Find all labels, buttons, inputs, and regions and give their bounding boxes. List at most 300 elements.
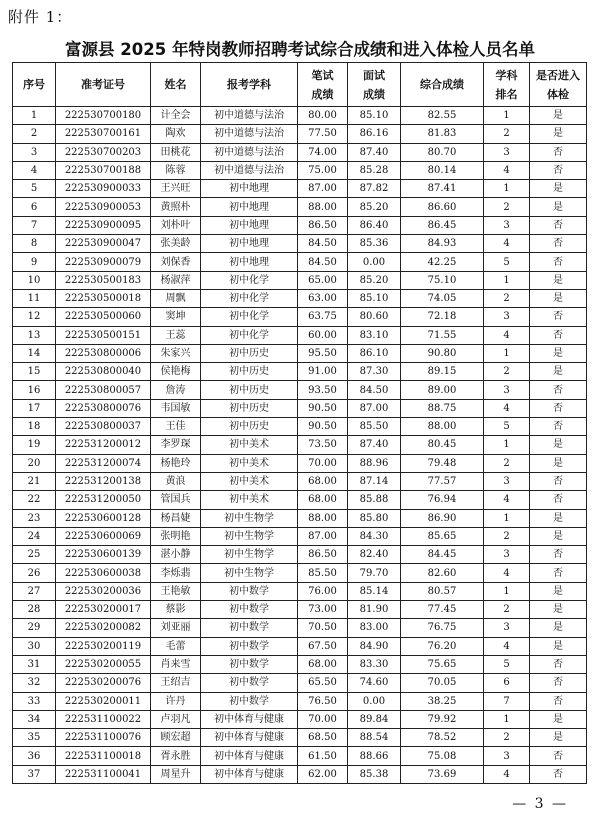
cell-subject: 初中历史 [201, 363, 298, 381]
cell-rank: 3 [484, 143, 530, 161]
cell-interview: 86.40 [348, 216, 401, 234]
cell-physical: 否 [530, 765, 587, 783]
cell-exam-no: 222530900033 [56, 180, 151, 198]
cell-interview: 83.00 [348, 619, 401, 637]
cell-interview: 89.84 [348, 710, 401, 728]
cell-exam-no: 222530800006 [56, 344, 151, 362]
cell-total: 74.05 [401, 289, 484, 307]
cell-total: 71.55 [401, 326, 484, 344]
cell-interview: 87.30 [348, 363, 401, 381]
cell-name: 杨昌婕 [151, 509, 201, 527]
cell-written: 84.50 [298, 235, 348, 253]
cell-rank: 1 [484, 436, 530, 454]
cell-seq: 30 [13, 637, 56, 655]
cell-exam-no: 222530200119 [56, 637, 151, 655]
cell-seq: 5 [13, 180, 56, 198]
cell-subject: 初中化学 [201, 289, 298, 307]
cell-exam-no: 222530500018 [56, 289, 151, 307]
table-row [13, 399, 587, 417]
header-name: 姓名 [151, 63, 201, 107]
cell-seq: 33 [13, 692, 56, 710]
cell-name: 黄照朴 [151, 198, 201, 216]
table-row [13, 509, 587, 527]
cell-physical: 否 [530, 161, 587, 179]
cell-written: 61.50 [298, 747, 348, 765]
cell-name: 刘亚丽 [151, 619, 201, 637]
cell-written: 87.00 [298, 527, 348, 545]
cell-exam-no: 222530800037 [56, 418, 151, 436]
cell-name: 张美龄 [151, 235, 201, 253]
table-row [13, 692, 587, 710]
cell-written: 68.00 [298, 491, 348, 509]
cell-subject: 初中化学 [201, 308, 298, 326]
cell-subject: 初中历史 [201, 418, 298, 436]
cell-subject: 初中历史 [201, 344, 298, 362]
cell-seq: 13 [13, 326, 56, 344]
cell-written: 76.50 [298, 692, 348, 710]
cell-interview: 85.14 [348, 582, 401, 600]
cell-seq: 14 [13, 344, 56, 362]
cell-exam-no: 222530900047 [56, 235, 151, 253]
cell-exam-no: 222530500060 [56, 308, 151, 326]
cell-physical: 是 [530, 601, 587, 619]
cell-rank: 5 [484, 253, 530, 271]
cell-subject: 初中地理 [201, 235, 298, 253]
cell-subject: 初中体育与健康 [201, 765, 298, 783]
cell-seq: 36 [13, 747, 56, 765]
cell-rank: 4 [484, 161, 530, 179]
cell-seq: 25 [13, 546, 56, 564]
cell-interview: 88.96 [348, 454, 401, 472]
cell-written: 90.50 [298, 399, 348, 417]
cell-written: 90.50 [298, 418, 348, 436]
cell-interview: 85.10 [348, 289, 401, 307]
cell-total: 86.90 [401, 509, 484, 527]
cell-interview: 81.90 [348, 601, 401, 619]
cell-seq: 31 [13, 655, 56, 673]
cell-rank: 5 [484, 655, 530, 673]
cell-total: 79.48 [401, 454, 484, 472]
cell-total: 84.93 [401, 235, 484, 253]
cell-exam-no: 222530600038 [56, 564, 151, 582]
cell-interview: 87.40 [348, 436, 401, 454]
cell-rank: 1 [484, 180, 530, 198]
cell-interview: 74.60 [348, 674, 401, 692]
cell-physical: 否 [530, 216, 587, 234]
cell-exam-no: 222531100022 [56, 710, 151, 728]
cell-subject: 初中道德与法治 [201, 125, 298, 143]
cell-rank: 4 [484, 326, 530, 344]
cell-subject: 初中数学 [201, 674, 298, 692]
header-interview [348, 63, 401, 107]
cell-interview: 85.50 [348, 418, 401, 436]
table-row [13, 546, 587, 564]
cell-rank: 1 [484, 582, 530, 600]
cell-written: 85.50 [298, 564, 348, 582]
cell-physical: 否 [530, 674, 587, 692]
cell-total: 80.14 [401, 161, 484, 179]
table-row [13, 418, 587, 436]
header-written-line2: 成绩 [311, 87, 334, 101]
cell-written: 80.00 [298, 107, 348, 125]
cell-physical: 是 [530, 436, 587, 454]
cell-physical: 是 [530, 509, 587, 527]
page-number: — 3 — [512, 796, 568, 812]
table-row [13, 729, 587, 747]
table-row [13, 582, 587, 600]
cell-seq: 15 [13, 363, 56, 381]
table-row [13, 125, 587, 143]
cell-seq: 32 [13, 674, 56, 692]
cell-name: 李罗琛 [151, 436, 201, 454]
cell-subject: 初中数学 [201, 655, 298, 673]
cell-subject: 初中化学 [201, 326, 298, 344]
cell-subject: 初中地理 [201, 180, 298, 198]
cell-total: 86.60 [401, 198, 484, 216]
cell-name: 王绍吉 [151, 674, 201, 692]
cell-physical: 是 [530, 363, 587, 381]
cell-name: 顾宏超 [151, 729, 201, 747]
cell-exam-no: 222530900079 [56, 253, 151, 271]
cell-physical: 否 [530, 472, 587, 490]
table-row [13, 161, 587, 179]
cell-written: 93.50 [298, 381, 348, 399]
cell-exam-no: 222531100018 [56, 747, 151, 765]
cell-interview: 0.00 [348, 692, 401, 710]
cell-total: 76.94 [401, 491, 484, 509]
table-row [13, 765, 587, 783]
cell-written: 67.50 [298, 637, 348, 655]
cell-name: 刘朴叶 [151, 216, 201, 234]
table-row [13, 710, 587, 728]
cell-total: 72.18 [401, 308, 484, 326]
cell-rank: 6 [484, 674, 530, 692]
cell-subject: 初中数学 [201, 601, 298, 619]
cell-physical: 是 [530, 107, 587, 125]
cell-seq: 37 [13, 765, 56, 783]
cell-exam-no: 222531200050 [56, 491, 151, 509]
cell-total: 86.45 [401, 216, 484, 234]
cell-rank: 4 [484, 491, 530, 509]
cell-name: 侯艳梅 [151, 363, 201, 381]
header-subject: 报考学科 [201, 63, 298, 107]
cell-physical: 是 [530, 454, 587, 472]
cell-total: 70.05 [401, 674, 484, 692]
cell-rank: 2 [484, 289, 530, 307]
cell-name: 陈蓉 [151, 161, 201, 179]
cell-seq: 26 [13, 564, 56, 582]
table-row [13, 363, 587, 381]
cell-subject: 初中美术 [201, 491, 298, 509]
cell-physical: 是 [530, 527, 587, 545]
table-row [13, 619, 587, 637]
cell-physical: 否 [530, 692, 587, 710]
header-rank [484, 63, 530, 107]
cell-interview: 84.90 [348, 637, 401, 655]
cell-physical: 否 [530, 143, 587, 161]
header-written [298, 63, 348, 107]
cell-rank: 1 [484, 509, 530, 527]
cell-interview: 85.20 [348, 271, 401, 289]
table-row [13, 143, 587, 161]
cell-exam-no: 222530600139 [56, 546, 151, 564]
header-written-line1: 笔试 [311, 68, 334, 82]
cell-total: 90.80 [401, 344, 484, 362]
cell-interview: 86.10 [348, 344, 401, 362]
cell-subject: 初中道德与法治 [201, 161, 298, 179]
header-physical [530, 63, 587, 107]
cell-name: 黄浪 [151, 472, 201, 490]
cell-rank: 3 [484, 619, 530, 637]
cell-written: 91.00 [298, 363, 348, 381]
table-row [13, 564, 587, 582]
table-row [13, 655, 587, 673]
cell-total: 80.57 [401, 582, 484, 600]
cell-subject: 初中道德与法治 [201, 143, 298, 161]
cell-total: 77.45 [401, 601, 484, 619]
cell-total: 38.25 [401, 692, 484, 710]
cell-total: 82.60 [401, 564, 484, 582]
cell-subject: 初中地理 [201, 253, 298, 271]
header-physical-line2: 体检 [547, 87, 569, 101]
cell-subject: 初中生物学 [201, 527, 298, 545]
cell-total: 75.10 [401, 271, 484, 289]
cell-subject: 初中数学 [201, 692, 298, 710]
cell-written: 63.00 [298, 289, 348, 307]
cell-rank: 1 [484, 271, 530, 289]
table-row [13, 326, 587, 344]
cell-rank: 2 [484, 729, 530, 747]
cell-rank: 3 [484, 381, 530, 399]
cell-physical: 是 [530, 198, 587, 216]
cell-seq: 24 [13, 527, 56, 545]
cell-physical: 是 [530, 289, 587, 307]
cell-seq: 19 [13, 436, 56, 454]
cell-interview: 87.14 [348, 472, 401, 490]
cell-written: 76.00 [298, 582, 348, 600]
cell-exam-no: 222530800040 [56, 363, 151, 381]
results-table [12, 62, 587, 784]
table-row [13, 216, 587, 234]
cell-physical: 否 [530, 308, 587, 326]
cell-interview: 0.00 [348, 253, 401, 271]
cell-physical: 是 [530, 271, 587, 289]
cell-exam-no: 222530800076 [56, 399, 151, 417]
cell-name: 窦坤 [151, 308, 201, 326]
cell-rank: 3 [484, 472, 530, 490]
cell-physical: 是 [530, 180, 587, 198]
cell-seq: 3 [13, 143, 56, 161]
cell-total: 78.52 [401, 729, 484, 747]
table-row [13, 601, 587, 619]
cell-total: 42.25 [401, 253, 484, 271]
cell-written: 65.50 [298, 674, 348, 692]
cell-physical: 是 [530, 582, 587, 600]
cell-name: 周飘 [151, 289, 201, 307]
cell-subject: 初中数学 [201, 637, 298, 655]
cell-name: 卢羽凡 [151, 710, 201, 728]
cell-total: 81.83 [401, 125, 484, 143]
table-row [13, 527, 587, 545]
cell-rank: 2 [484, 454, 530, 472]
cell-physical: 否 [530, 747, 587, 765]
cell-seq: 9 [13, 253, 56, 271]
cell-name: 蔡影 [151, 601, 201, 619]
cell-name: 周星升 [151, 765, 201, 783]
cell-written: 63.75 [298, 308, 348, 326]
cell-seq: 29 [13, 619, 56, 637]
cell-written: 88.00 [298, 509, 348, 527]
cell-exam-no: 222530700188 [56, 161, 151, 179]
cell-interview: 83.10 [348, 326, 401, 344]
cell-rank: 4 [484, 235, 530, 253]
cell-interview: 85.36 [348, 235, 401, 253]
cell-interview: 88.66 [348, 747, 401, 765]
cell-subject: 初中美术 [201, 472, 298, 490]
cell-physical: 是 [530, 637, 587, 655]
cell-total: 76.20 [401, 637, 484, 655]
cell-written: 87.00 [298, 180, 348, 198]
cell-interview: 79.70 [348, 564, 401, 582]
header-seq: 序号 [13, 63, 56, 107]
cell-interview: 83.30 [348, 655, 401, 673]
cell-rank: 4 [484, 765, 530, 783]
cell-name: 詹涛 [151, 381, 201, 399]
cell-total: 89.15 [401, 363, 484, 381]
table-row [13, 107, 587, 125]
cell-written: 77.50 [298, 125, 348, 143]
cell-subject: 初中美术 [201, 454, 298, 472]
cell-seq: 34 [13, 710, 56, 728]
cell-seq: 8 [13, 235, 56, 253]
header-interview-line1: 面试 [363, 68, 385, 82]
cell-physical: 否 [530, 235, 587, 253]
cell-interview: 87.82 [348, 180, 401, 198]
table-row [13, 198, 587, 216]
cell-subject: 初中地理 [201, 198, 298, 216]
cell-written: 73.00 [298, 601, 348, 619]
cell-written: 62.00 [298, 765, 348, 783]
cell-interview: 86.16 [348, 125, 401, 143]
cell-written: 73.50 [298, 436, 348, 454]
cell-total: 88.00 [401, 418, 484, 436]
table-row [13, 271, 587, 289]
cell-name: 湛小静 [151, 546, 201, 564]
table-row [13, 289, 587, 307]
cell-subject: 初中道德与法治 [201, 107, 298, 125]
cell-total: 87.41 [401, 180, 484, 198]
cell-subject: 初中体育与健康 [201, 710, 298, 728]
cell-rank: 2 [484, 601, 530, 619]
cell-seq: 28 [13, 601, 56, 619]
cell-rank: 2 [484, 363, 530, 381]
cell-name: 许丹 [151, 692, 201, 710]
cell-written: 68.50 [298, 729, 348, 747]
cell-subject: 初中地理 [201, 216, 298, 234]
cell-exam-no: 222531200012 [56, 436, 151, 454]
cell-name: 肖来雪 [151, 655, 201, 673]
header-physical-line1: 是否进入 [536, 68, 580, 82]
cell-total: 84.45 [401, 546, 484, 564]
cell-physical: 否 [530, 655, 587, 673]
cell-name: 王兴旺 [151, 180, 201, 198]
cell-exam-no: 222530800057 [56, 381, 151, 399]
table-row [13, 308, 587, 326]
cell-interview: 84.30 [348, 527, 401, 545]
cell-name: 胥永胜 [151, 747, 201, 765]
cell-name: 王佳 [151, 418, 201, 436]
cell-seq: 2 [13, 125, 56, 143]
cell-seq: 17 [13, 399, 56, 417]
cell-physical: 是 [530, 619, 587, 637]
cell-subject: 初中数学 [201, 582, 298, 600]
cell-physical: 否 [530, 381, 587, 399]
table-row [13, 472, 587, 490]
cell-seq: 16 [13, 381, 56, 399]
cell-exam-no: 222530200011 [56, 692, 151, 710]
cell-seq: 1 [13, 107, 56, 125]
cell-rank: 4 [484, 637, 530, 655]
cell-written: 60.00 [298, 326, 348, 344]
header-rank-line1: 学科 [495, 68, 518, 82]
table-row [13, 674, 587, 692]
cell-name: 张明艳 [151, 527, 201, 545]
table-row [13, 454, 587, 472]
cell-rank: 7 [484, 692, 530, 710]
cell-written: 88.00 [298, 198, 348, 216]
table-row [13, 637, 587, 655]
cell-seq: 22 [13, 491, 56, 509]
header-row [13, 63, 587, 107]
cell-name: 田桃花 [151, 143, 201, 161]
cell-name: 韦国敏 [151, 399, 201, 417]
table-body [13, 107, 587, 784]
cell-rank: 5 [484, 418, 530, 436]
cell-interview: 85.80 [348, 509, 401, 527]
cell-written: 65.00 [298, 271, 348, 289]
cell-rank: 3 [484, 747, 530, 765]
cell-subject: 初中生物学 [201, 509, 298, 527]
cell-rank: 3 [484, 546, 530, 564]
header-interview-line2: 成绩 [363, 87, 385, 101]
cell-seq: 4 [13, 161, 56, 179]
cell-name: 陶欢 [151, 125, 201, 143]
cell-subject: 初中历史 [201, 399, 298, 417]
cell-name: 计全会 [151, 107, 201, 125]
table-row [13, 436, 587, 454]
cell-exam-no: 222530600069 [56, 527, 151, 545]
cell-physical: 否 [530, 399, 587, 417]
table-row [13, 747, 587, 765]
cell-seq: 35 [13, 729, 56, 747]
cell-interview: 85.88 [348, 491, 401, 509]
cell-interview: 85.28 [348, 161, 401, 179]
cell-seq: 23 [13, 509, 56, 527]
cell-total: 75.08 [401, 747, 484, 765]
cell-written: 75.00 [298, 161, 348, 179]
cell-subject: 初中历史 [201, 381, 298, 399]
cell-subject: 初中美术 [201, 436, 298, 454]
attachment-label: 附件 1： [8, 8, 73, 26]
cell-written: 86.50 [298, 546, 348, 564]
cell-total: 76.75 [401, 619, 484, 637]
cell-physical: 是 [530, 344, 587, 362]
cell-rank: 4 [484, 399, 530, 417]
cell-physical: 是 [530, 729, 587, 747]
cell-interview: 85.38 [348, 765, 401, 783]
cell-written: 70.50 [298, 619, 348, 637]
cell-exam-no: 222531100076 [56, 729, 151, 747]
